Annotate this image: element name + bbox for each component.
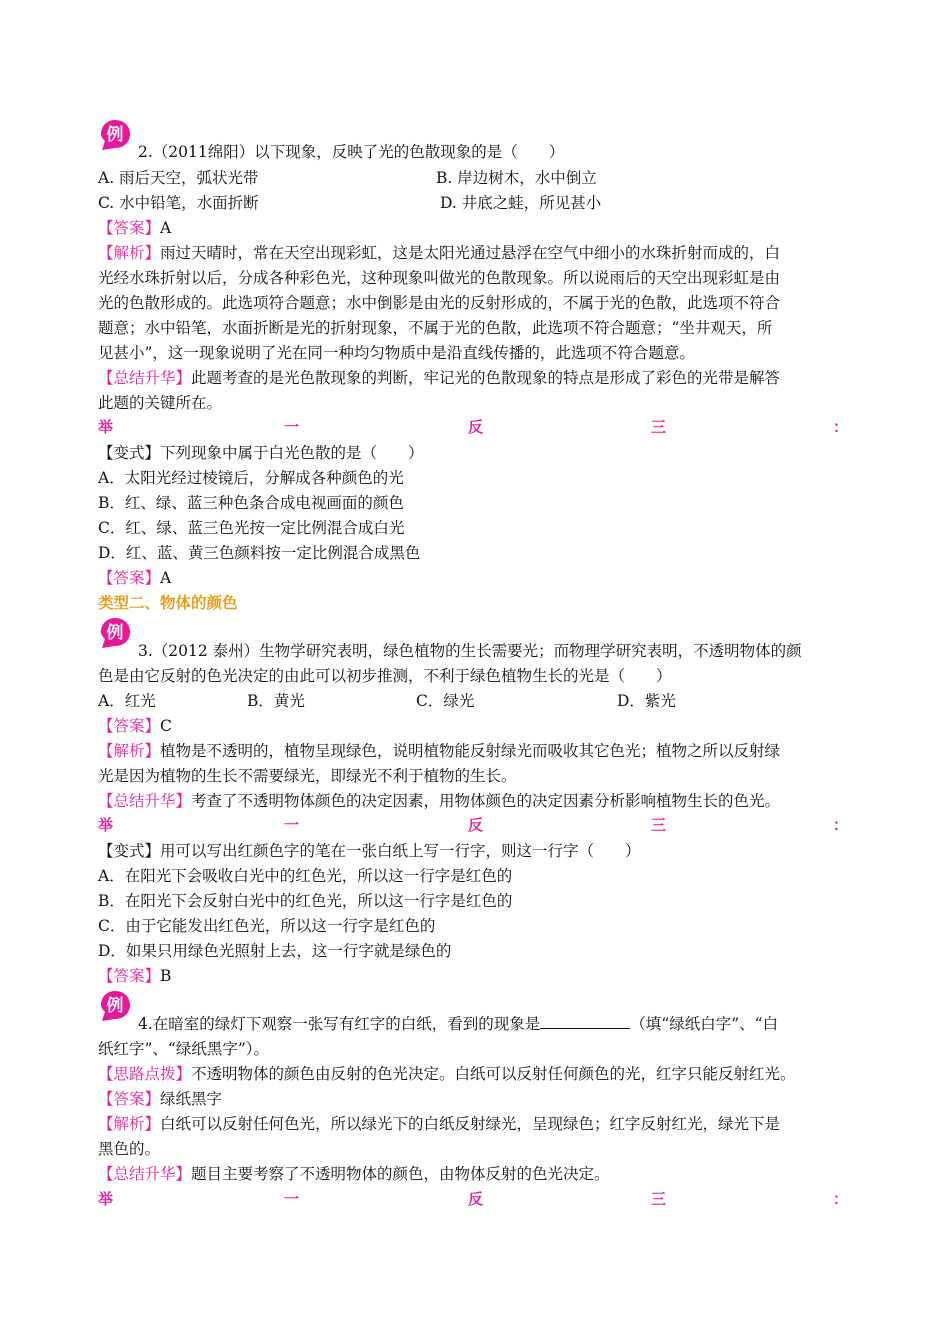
q2-summary-line1: 【总结升华】此题考查的是光色散现象的判断，牢记光的色散现象的特点是形成了彩色的光带是解答 bbox=[98, 369, 781, 387]
q2-variant-option-c: C．红、绿、蓝三色光按一定比例混合成白光 bbox=[98, 519, 405, 537]
q2-analysis-line3: 光的色散形成的。此选项符合题意；水中倒影是由光的反射形成的，不属于光的色散，此选项不符合 bbox=[98, 294, 781, 312]
q4-hint: 【思路点拨】不透明物体的颜色由反射的色光决定。白纸可以反射任何颜色的光，红字只能反射红光。 bbox=[98, 1065, 796, 1083]
svg-text:例: 例 bbox=[106, 996, 124, 1016]
q3-option-a: A．红光 bbox=[98, 692, 156, 710]
q2-variant-option-a: A．太阳光经过棱镜后，分解成各种颜色的光 bbox=[98, 469, 404, 487]
example-badge-icon bbox=[98, 615, 132, 649]
q3-variant-option-c: C．由于它能发出红色光，所以这一行字是红色的 bbox=[98, 917, 436, 935]
q3-option-c: C．绿光 bbox=[416, 692, 475, 710]
q3-stem-line2: 色是由它反射的色光决定的由此可以初步推测，不利于绿色植物生长的光是（ ） bbox=[98, 667, 672, 685]
q3-variant-option-b: B．在阳光下会反射白光中的红色光，所以这一行字是红色的 bbox=[98, 892, 513, 910]
q3-stem-line1: 3.（2012 泰州）生物学研究表明，绿色植物的生长需要光；而物理学研究表明，不透明物体的颜 bbox=[138, 642, 802, 660]
q4-answer-blank bbox=[540, 1014, 630, 1029]
q2-variant-stem: 【变式】下列现象中属于白光色散的是（ ） bbox=[98, 444, 424, 462]
juyi-fansan-heading: 举 一 反 三 ： bbox=[98, 1190, 849, 1208]
q4-stem-line2: 纸红字”、“绿纸黑字”）。 bbox=[98, 1040, 270, 1058]
q2-option-c: C. 水中铅笔，水面折断 bbox=[98, 194, 259, 212]
q3-answer: 【答案】C bbox=[98, 717, 172, 735]
q4-answer: 【答案】绿纸黑字 bbox=[98, 1090, 223, 1108]
q4-analysis-line2: 黑色的。 bbox=[98, 1140, 161, 1158]
example-badge-icon bbox=[98, 117, 132, 151]
q4-summary: 【总结升华】题目主要考察了不透明物体的颜色，由物体反射的色光决定。 bbox=[98, 1165, 610, 1183]
q2-analysis-line1: 【解析】雨过天晴时，常在天空出现彩虹，这是太阳光通过悬浮在空气中细小的水珠折射而成的，白 bbox=[98, 244, 781, 262]
q2-variant-option-b: B．红、绿、蓝三种色条合成电视画面的颜色 bbox=[98, 494, 404, 512]
q4-analysis-line1: 【解析】白纸可以反射任何色光，所以绿光下的白纸反射绿光，呈现绿色；红字反射红光，绿光下是 bbox=[98, 1115, 781, 1133]
q2-analysis-line5: 见甚小”，这一现象说明了光在同一种均匀物质中是沿直线传播的，此选项不符合题意。 bbox=[98, 344, 695, 362]
q2-analysis-line4: 题意；水中铅笔，水面折断是光的折射现象，不属于光的色散，此选项不符合题意；“坐井观天，所 bbox=[98, 319, 773, 337]
q3-analysis-line2: 光是因为植物的生长不需要绿光，即绿光不利于植物的生长。 bbox=[98, 767, 517, 785]
q3-analysis-line1: 【解析】植物是不透明的，植物呈现绿色，说明植物能反射绿光而吸收其它色光；植物之所以反射绿 bbox=[98, 742, 781, 760]
q2-variant-answer: 【答案】A bbox=[98, 569, 172, 587]
q2-option-b: B. 岸边树木，水中倒立 bbox=[436, 169, 597, 187]
q4-stem-line1: 4.在暗室的绿灯下观察一张写有红字的白纸，看到的现象是 （填“绿纸白字”、“白 bbox=[138, 1015, 779, 1033]
q2-variant-option-d: D．红、蓝、黄三色颜料按一定比例混合成黑色 bbox=[98, 544, 421, 562]
example-badge-icon bbox=[98, 988, 132, 1022]
section-heading-type2: 类型二、物体的颜色 bbox=[98, 594, 238, 612]
q3-variant-stem: 【变式】用可以写出红颜色字的笔在一张白纸上写一行字，则这一行字（ ） bbox=[98, 842, 641, 860]
juyi-fansan-heading: 举 一 反 三 ： bbox=[98, 816, 849, 834]
q2-analysis-line2: 光经水珠折射以后，分成各种彩色光，这种现象叫做光的色散现象。所以说雨后的天空出现彩虹是由 bbox=[98, 269, 781, 287]
q2-option-d: D. 井底之蛙，所见甚小 bbox=[440, 194, 602, 212]
q2-summary-line2: 此题的关键所在。 bbox=[98, 394, 223, 412]
q2-answer: 【答案】A bbox=[98, 219, 172, 237]
svg-text:例: 例 bbox=[106, 125, 124, 145]
q3-option-d: D．紫光 bbox=[617, 692, 676, 710]
q3-summary: 【总结升华】考查了不透明物体颜色的决定因素，用物体颜色的决定因素分析影响植物生长的色光。 bbox=[98, 792, 781, 810]
svg-text:例: 例 bbox=[106, 623, 124, 643]
q3-variant-option-a: A．在阳光下会吸收白光中的红色光，所以这一行字是红色的 bbox=[98, 867, 513, 885]
q2-stem: 2.（2011绵阳）以下现象，反映了光的色散现象的是（ ） bbox=[138, 143, 565, 161]
q3-variant-answer: 【答案】B bbox=[98, 967, 172, 985]
q3-variant-option-d: D．如果只用绿色光照射上去，这一行字就是绿色的 bbox=[98, 942, 452, 960]
q2-option-a: A. 雨后天空，弧状光带 bbox=[98, 169, 259, 187]
juyi-fansan-heading: 举 一 反 三 ： bbox=[98, 418, 849, 436]
q3-option-b: B．黄光 bbox=[247, 692, 305, 710]
